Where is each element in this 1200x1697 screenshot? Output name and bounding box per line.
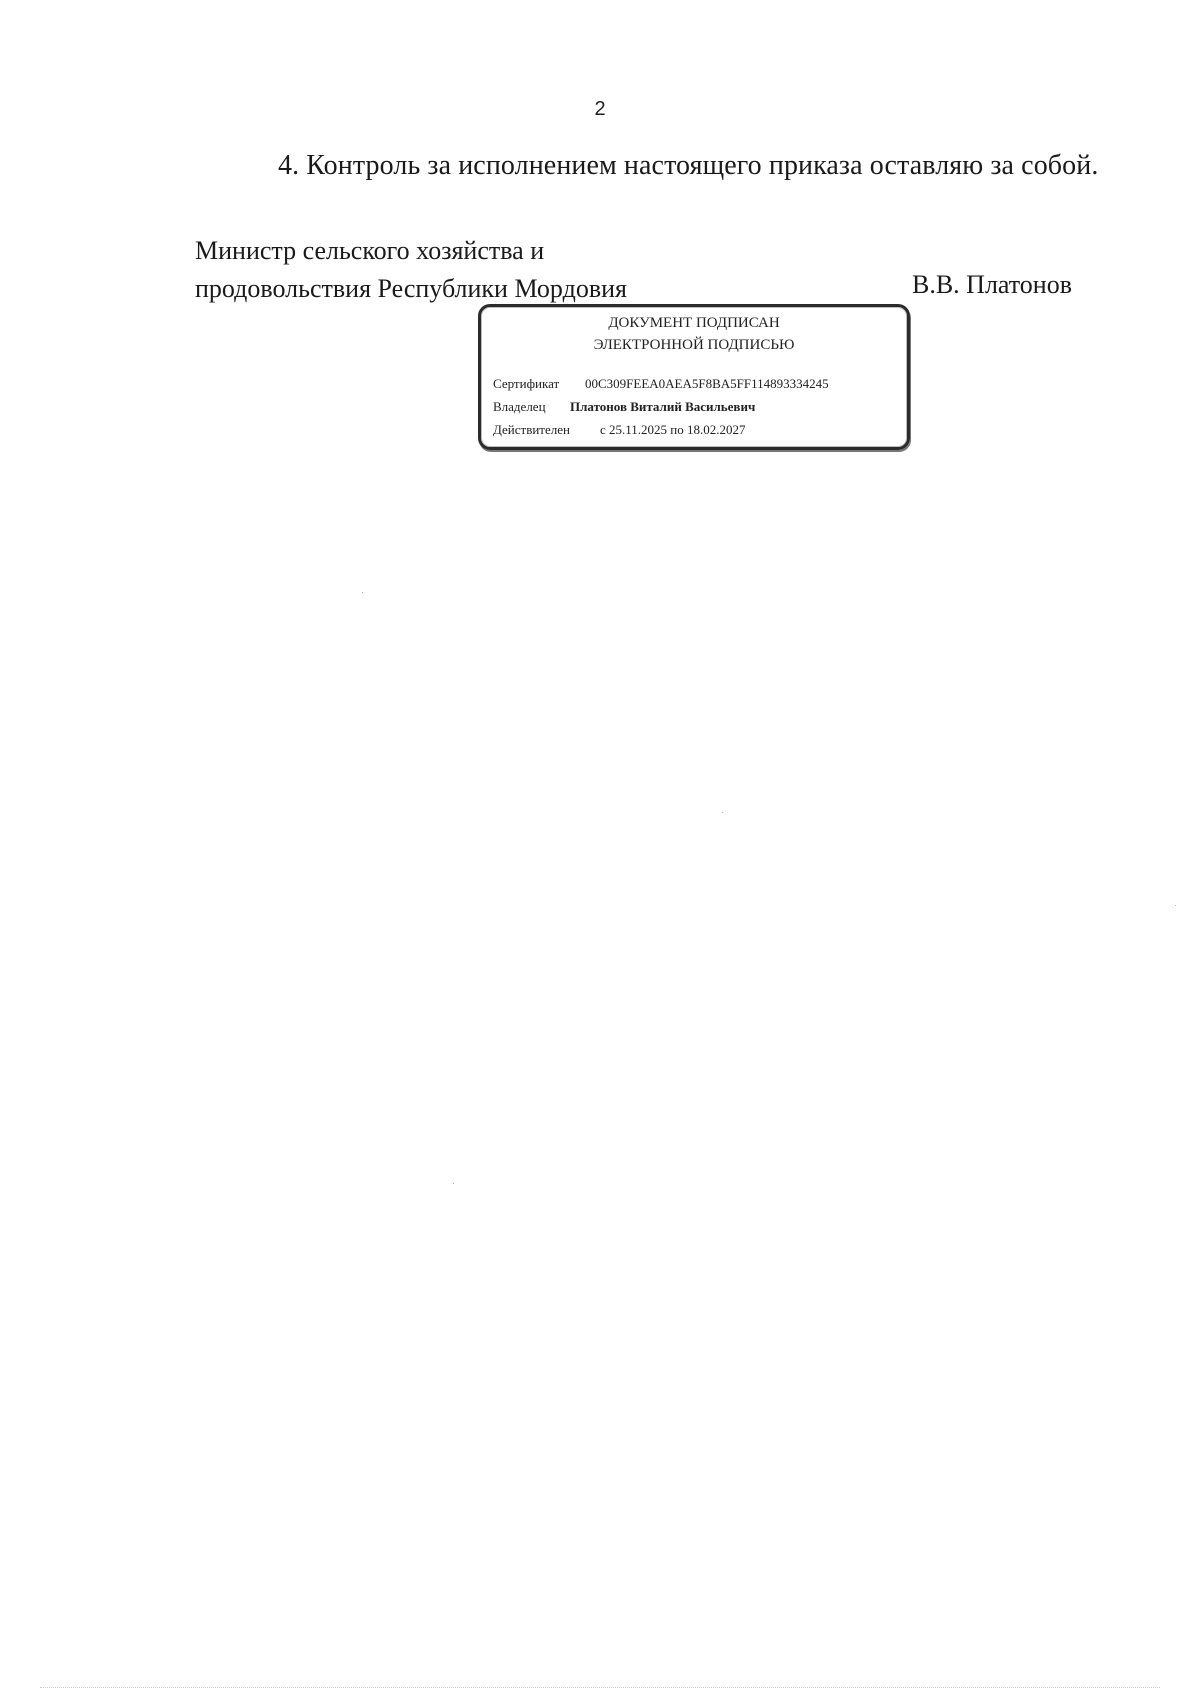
scan-speck xyxy=(722,812,723,813)
scan-speck xyxy=(362,592,363,593)
signer-position-line-2: продовольствия Республики Мордовия xyxy=(195,274,627,303)
signer-position-line-1: Министр сельского хозяйства и xyxy=(195,236,545,265)
signer-position xyxy=(195,232,627,308)
owner-label: Владелец xyxy=(493,399,546,414)
stamp-validity-row xyxy=(493,418,829,441)
page-number: 2 xyxy=(594,98,606,120)
owner-value: Платонов Виталий Васильевич xyxy=(570,399,756,414)
signer-name: В.В. Платонов xyxy=(911,270,1072,299)
stamp-certificate-row xyxy=(493,372,829,395)
stamp-title-line-2: ЭЛЕКТРОННОЙ ПОДПИСЬЮ xyxy=(593,337,795,353)
validity-value: с 25.11.2025 по 18.02.2027 xyxy=(600,422,746,437)
stamp-details xyxy=(493,372,829,441)
scan-bottom-edge xyxy=(40,1687,1160,1688)
certificate-label: Сертификат xyxy=(493,376,560,391)
validity-label: Действителен xyxy=(493,422,570,437)
order-paragraph-4: 4. Контроль за исполнением настоящего приказа оставляю за собой. xyxy=(278,150,1099,181)
stamp-title-line-1: ДОКУМЕНТ ПОДПИСАН xyxy=(608,315,780,331)
stamp-title xyxy=(481,312,907,356)
certificate-value: 00C309FEEA0AEA5F8BA5FF114893334245 xyxy=(585,376,829,391)
scan-speck xyxy=(453,1183,454,1184)
electronic-signature-stamp xyxy=(478,304,910,450)
scan-speck xyxy=(1175,905,1176,906)
stamp-owner-row xyxy=(493,395,829,418)
